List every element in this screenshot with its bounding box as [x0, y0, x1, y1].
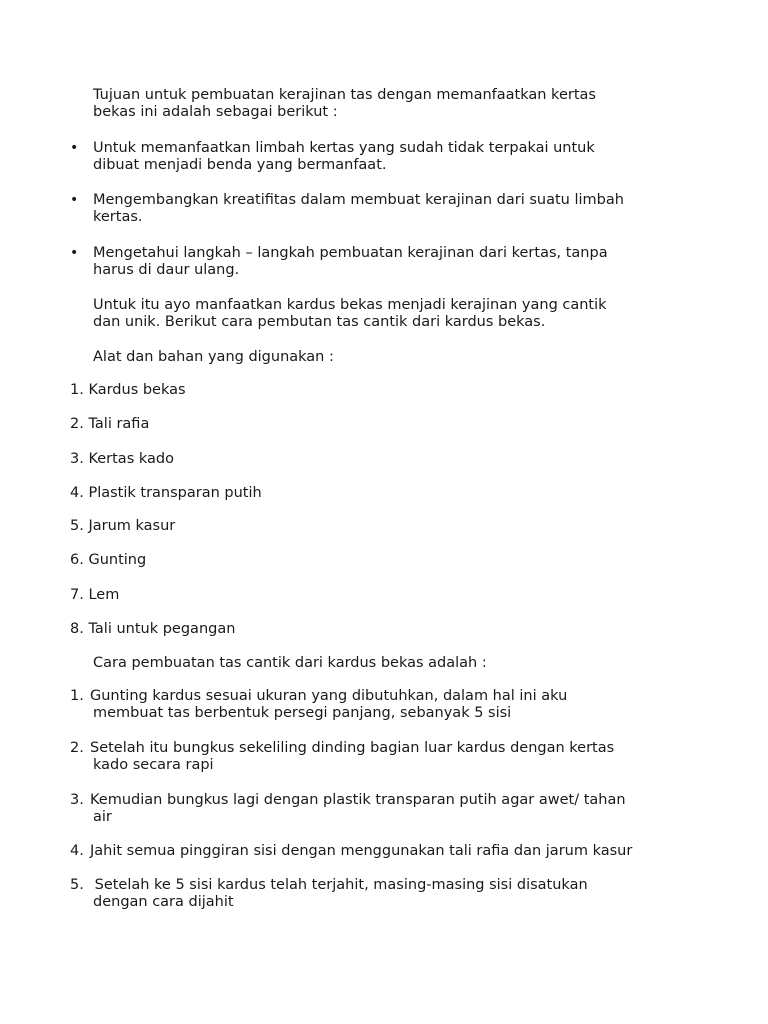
list-number: 6.	[70, 552, 84, 568]
bullet-line-1: Mengetahui langkah – langkah pembuatan kerajinan dari kertas, tanpa	[93, 245, 608, 261]
intro-line-2: bekas ini adalah sebagai berikut :	[93, 104, 338, 120]
list-text: Lem	[88, 587, 120, 603]
step-line-1: Jahit semua pinggiran sisi dengan menggunakan tali rafia dan jarum kasur	[90, 843, 633, 859]
step-line-2: kado secara rapi	[93, 757, 214, 773]
tools-heading-text: Alat dan bahan yang digunakan :	[93, 349, 334, 365]
step-line-2: air	[93, 809, 112, 825]
list-text: Plastik transparan putih	[88, 485, 262, 501]
step-line-1: Gunting kardus sesuai ukuran yang dibutuhkan, dalam hal ini aku	[90, 688, 568, 704]
list-text: Tali rafia	[88, 416, 150, 432]
list-number: 8.	[70, 621, 84, 637]
paragraph-2-line-2: dan unik. Berikut cara pembutan tas cantik dari kardus bekas.	[93, 314, 546, 330]
intro-line-1: Tujuan untuk pembuatan kerajinan tas dengan memanfaatkan kertas	[93, 87, 596, 103]
bullet-line-1: Untuk memanfaatkan limbah kertas yang sudah tidak terpakai untuk	[93, 140, 595, 156]
step-number: 3.	[70, 792, 84, 808]
list-number: 5.	[70, 518, 84, 534]
bullet-icon: •	[70, 140, 79, 156]
list-number: 4.	[70, 485, 84, 501]
step-number: 1.	[70, 688, 84, 704]
list-number: 7.	[70, 587, 84, 603]
list-number: 2.	[70, 416, 84, 432]
list-text: Jarum kasur	[88, 518, 176, 534]
paragraph-2-line-1: Untuk itu ayo manfaatkan kardus bekas menjadi kerajinan yang cantik	[93, 297, 607, 313]
list-text: Kertas kado	[88, 451, 174, 467]
bullet-line-2: dibuat menjadi benda yang bermanfaat.	[93, 157, 387, 173]
list-text: Kardus bekas	[88, 382, 186, 398]
list-number: 1.	[70, 382, 84, 398]
step-line-1: Kemudian bungkus lagi dengan plastik transparan putih agar awet/ tahan	[90, 792, 626, 808]
step-number: 2.	[70, 740, 84, 756]
step-line-2: membuat tas berbentuk persegi panjang, sebanyak 5 sisi	[93, 705, 512, 721]
list-number: 3.	[70, 451, 84, 467]
step-line-1: Setelah ke 5 sisi kardus telah terjahit, masing-masing sisi disatukan	[90, 877, 588, 893]
bullet-line-2: harus di daur ulang.	[93, 262, 240, 278]
step-number: 5.	[70, 877, 84, 893]
list-text: Tali untuk pegangan	[88, 621, 236, 637]
bullet-icon: •	[70, 192, 79, 208]
list-text: Gunting	[88, 552, 147, 568]
step-number: 4.	[70, 843, 84, 859]
bullet-line-1: Mengembangkan kreatifitas dalam membuat kerajinan dari suatu limbah	[93, 192, 624, 208]
step-line-2: dengan cara dijahit	[93, 894, 234, 910]
step-line-1: Setelah itu bungkus sekeliling dinding bagian luar kardus dengan kertas	[90, 740, 615, 756]
bullet-icon: •	[70, 245, 79, 261]
bullet-line-2: kertas.	[93, 209, 143, 225]
steps-heading-text: Cara pembuatan tas cantik dari kardus bekas adalah :	[93, 655, 487, 671]
